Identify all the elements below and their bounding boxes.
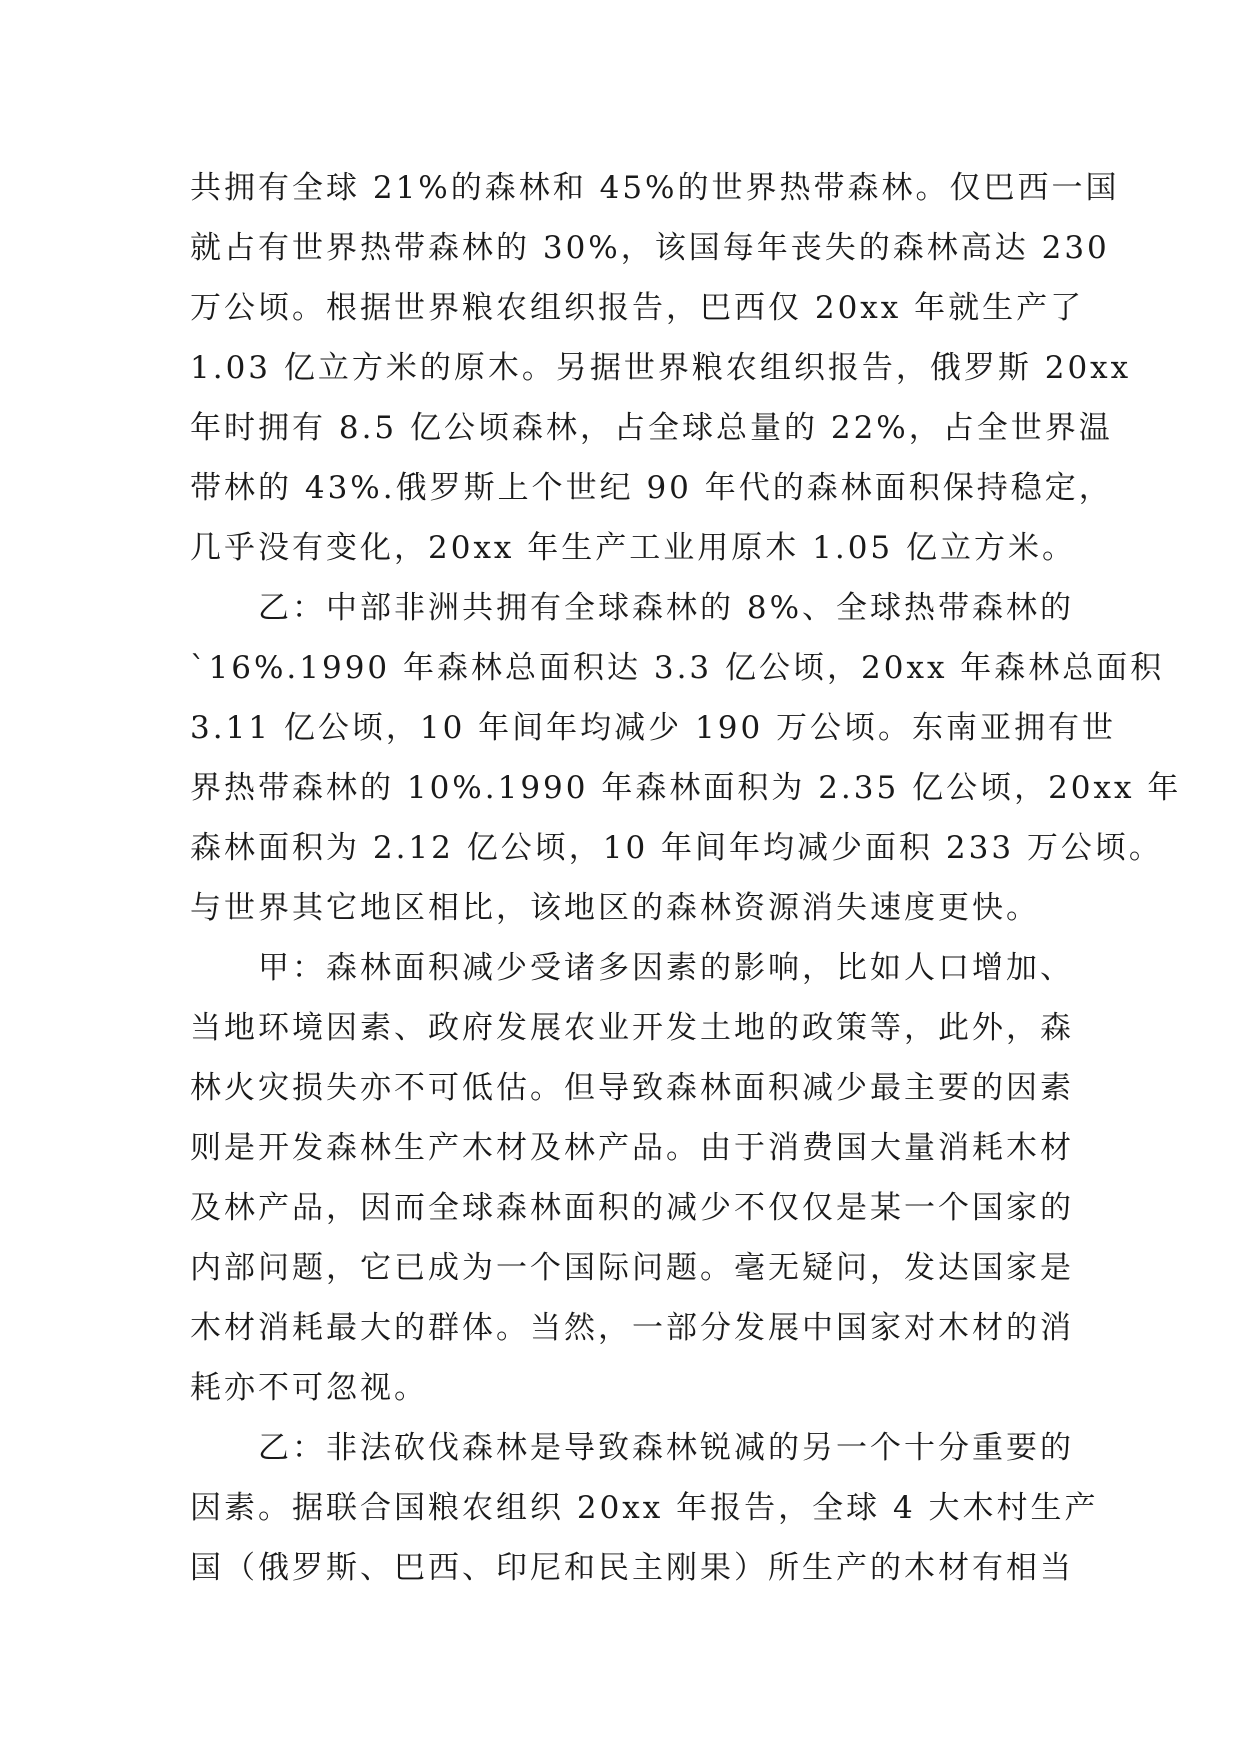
text-line: 3.11 亿公顷，10 年间年均减少 190 万公顷。东南亚拥有世 [190, 710, 1117, 746]
text-line: 几乎没有变化，20xx 年生产工业用原木 1.05 亿立方米。 [190, 530, 1076, 566]
text-line: 内部问题，它已成为一个国际问题。毫无疑问，发达国家是 [190, 1250, 1074, 1286]
text-line: 当地环境因素、政府发展农业开发土地的政策等，此外，森 [190, 1010, 1074, 1046]
text-line: 森林面积为 2.12 亿公顷，10 年间年均减少面积 233 万公顷。 [190, 830, 1163, 866]
text-line: 与世界其它地区相比，该地区的森林资源消失速度更快。 [190, 890, 1040, 926]
text-line: 界热带森林的 10%.1990 年森林面积为 2.35 亿公顷，20xx 年 [190, 770, 1182, 806]
text-line: 万公顷。根据世界粮农组织报告，巴西仅 20xx 年就生产了 [190, 290, 1085, 326]
text-line: 木材消耗最大的群体。当然，一部分发展中国家对木材的消 [190, 1310, 1074, 1346]
text-line: 及林产品，因而全球森林面积的减少不仅仅是某一个国家的 [190, 1190, 1074, 1226]
text-line: 就占有世界热带森林的 30%，该国每年丧失的森林高达 230 [190, 230, 1110, 266]
document-body [190, 158, 1182, 1598]
text-line: 国（俄罗斯、巴西、印尼和民主刚果）所生产的木材有相当 [190, 1550, 1074, 1586]
text-line: 因素。据联合国粮农组织 20xx 年报告，全球 4 大木村生产 [190, 1490, 1099, 1526]
text-line: 年时拥有 8.5 亿公顷森林，占全球总量的 22%，占全世界温 [190, 410, 1113, 446]
text-line: 共拥有全球 21%的森林和 45%的世界热带森林。仅巴西一国 [190, 170, 1120, 206]
text-line: 林火灾损失亦不可低估。但导致森林面积减少最主要的因素 [190, 1070, 1074, 1106]
paragraph-start-line: 乙：中部非洲共拥有全球森林的 8%、全球热带森林的 [258, 590, 1075, 626]
text-line: 则是开发森林生产木材及林产品。由于消费国大量消耗木材 [190, 1130, 1074, 1166]
text-line: 带林的 43%.俄罗斯上个世纪 90 年代的森林面积保持稳定， [190, 470, 1113, 506]
text-line: 1.03 亿立方米的原木。另据世界粮农组织报告，俄罗斯 20xx [190, 350, 1132, 386]
text-line: 耗亦不可忽视。 [190, 1370, 428, 1406]
paragraph-start-line: 甲：森林面积减少受诸多因素的影响，比如人口增加、 [258, 950, 1074, 986]
text-line: `16%.1990 年森林总面积达 3.3 亿公顷，20xx 年森林总面积 [190, 650, 1165, 686]
paragraph-start-line: 乙：非法砍伐森林是导致森林锐减的另一个十分重要的 [258, 1430, 1074, 1466]
